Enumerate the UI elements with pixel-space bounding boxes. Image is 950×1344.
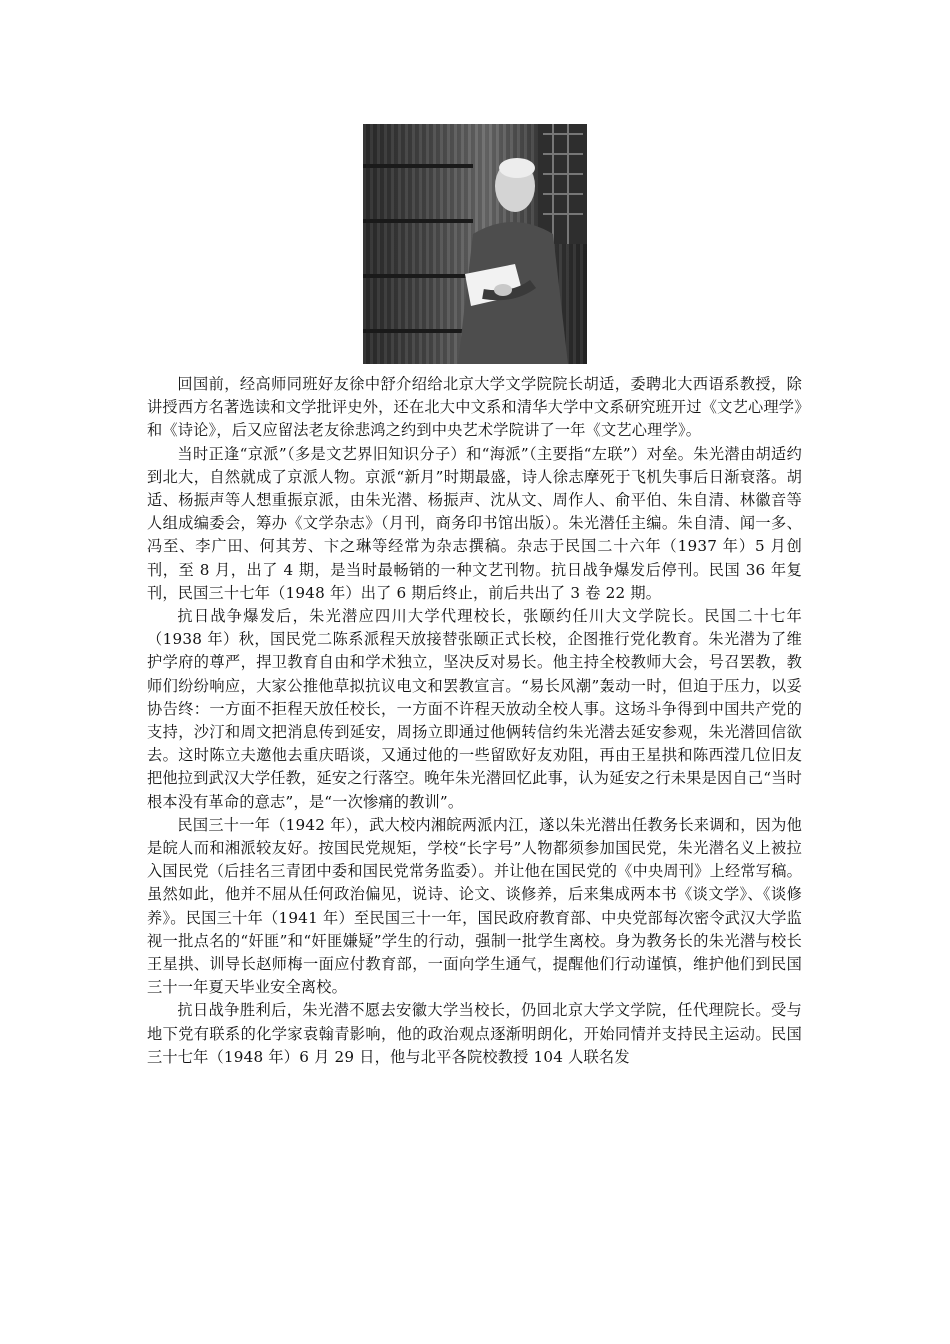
portrait-photo (363, 124, 587, 364)
paragraph-4: 民国三十一年（1942 年），武大校内湘皖两派内江，遂以朱光潜出任教务长来调和，因为他是皖人而和湘派较友好。按国民党规矩，学校“长字号”人物都须参加国民党，朱光潜名义上被拉入国民党（后挂名三青团中委和国民党常务监委）。并让他在国民党的《中央周刊》上经常写稿。虽然如此，他并不屈从任何政治偏见，说诗、论文、谈修养，后来集成两本书《谈文学》、《谈修养》。民国三十年（1941 年）至民国三十一年，国民政府教育部、中央党部每次密令武汉大学监视一批点名的“奸匪”和“奸匪嫌疑”学生的行动，强制一批学生离校。身为教务长的朱光潜与校长王星拱、训导长赵师梅一面应付教育部，一面向学生通气，提醒他们行动谨慎，维护他们到民国三十一年夏天毕业安全离校。 (147, 815, 802, 997)
article-body (147, 373, 802, 1069)
paragraph-1: 回国前，经高师同班好友徐中舒介绍给北京大学文学院院长胡适，委聘北大西语系教授，除讲授西方名著选读和文学批评史外，还在北大中文系和清华大学中文系研究班开过《文艺心理学》和《诗论》，后又应留法老友徐悲鸿之约到中央艺术学院讲了一年《文艺心理学》。 (147, 375, 802, 440)
portrait-illustration (363, 124, 587, 364)
paragraph-3: 抗日战争爆发后，朱光潜应四川大学代理校长，张颐约任川大文学院长。民国二十七年（1938 年）秋，国民党二陈系派程天放接替张颐正式长校，企图推行党化教育。朱光潜为了维护学府的尊严，捍卫教育自由和学术独立，坚决反对易长。他主持全校教师大会，号召罢教，教师们纷纷响应，大家公推他草拟抗议电文和罢教宣言。“易长风潮”轰动一时，但迫于压力，以妥协告终：一方面不拒程天放任校长，一方面不许程天放动全校人事。这场斗争得到中国共产党的支持，沙汀和周文把消息传到延安，周扬立即通过他俩转信约朱光潜去延安参观，朱光潜回信欲去。这时陈立夫邀他去重庆晤谈，又通过他的一些留欧好友劝阻，再由王星拱和陈西滢几位旧友把他拉到武汉大学任教，延安之行落空。晚年朱光潜回忆此事，认为延安之行未果是因自己“当时根本没有革命的意志”，是“一次惨痛的教训”。 (147, 607, 802, 811)
paragraph-5: 抗日战争胜利后，朱光潜不愿去安徽大学当校长，仍回北京大学文学院，任代理院长。受与地下党有联系的化学家袁翰青影响，他的政治观点逐渐明朗化，开始同情并支持民主运动。民国三十七年（1948 年）6 月 29 日，他与北平各院校教授 104 人联名发 (147, 1001, 802, 1066)
paragraph-2: 当时正逢“京派”（多是文艺界旧知识分子）和“海派”（主要指“左联”）对垒。朱光潜由胡适约到北大，自然就成了京派人物。京派“新月”时期最盛，诗人徐志摩死于飞机失事后日渐衰落。胡适、杨振声等人想重振京派，由朱光潜、杨振声、沈从文、周作人、俞平伯、朱自清、林徽音等人组成编委会，筹办《文学杂志》（月刊，商务印书馆出版）。朱光潜任主编。朱自清、闻一多、冯至、李广田、何其芳、卞之琳等经常为杂志撰稿。杂志于民国二十六年（1937 年）5 月创刊，至 8 月，出了 4 期，是当时最畅销的一种文艺刊物。抗日战争爆发后停刊。民国 36 年复刊，民国三十七年（1948 年）出了 6 期后终止，前后共出了 3 卷 22 期。 (147, 444, 802, 602)
